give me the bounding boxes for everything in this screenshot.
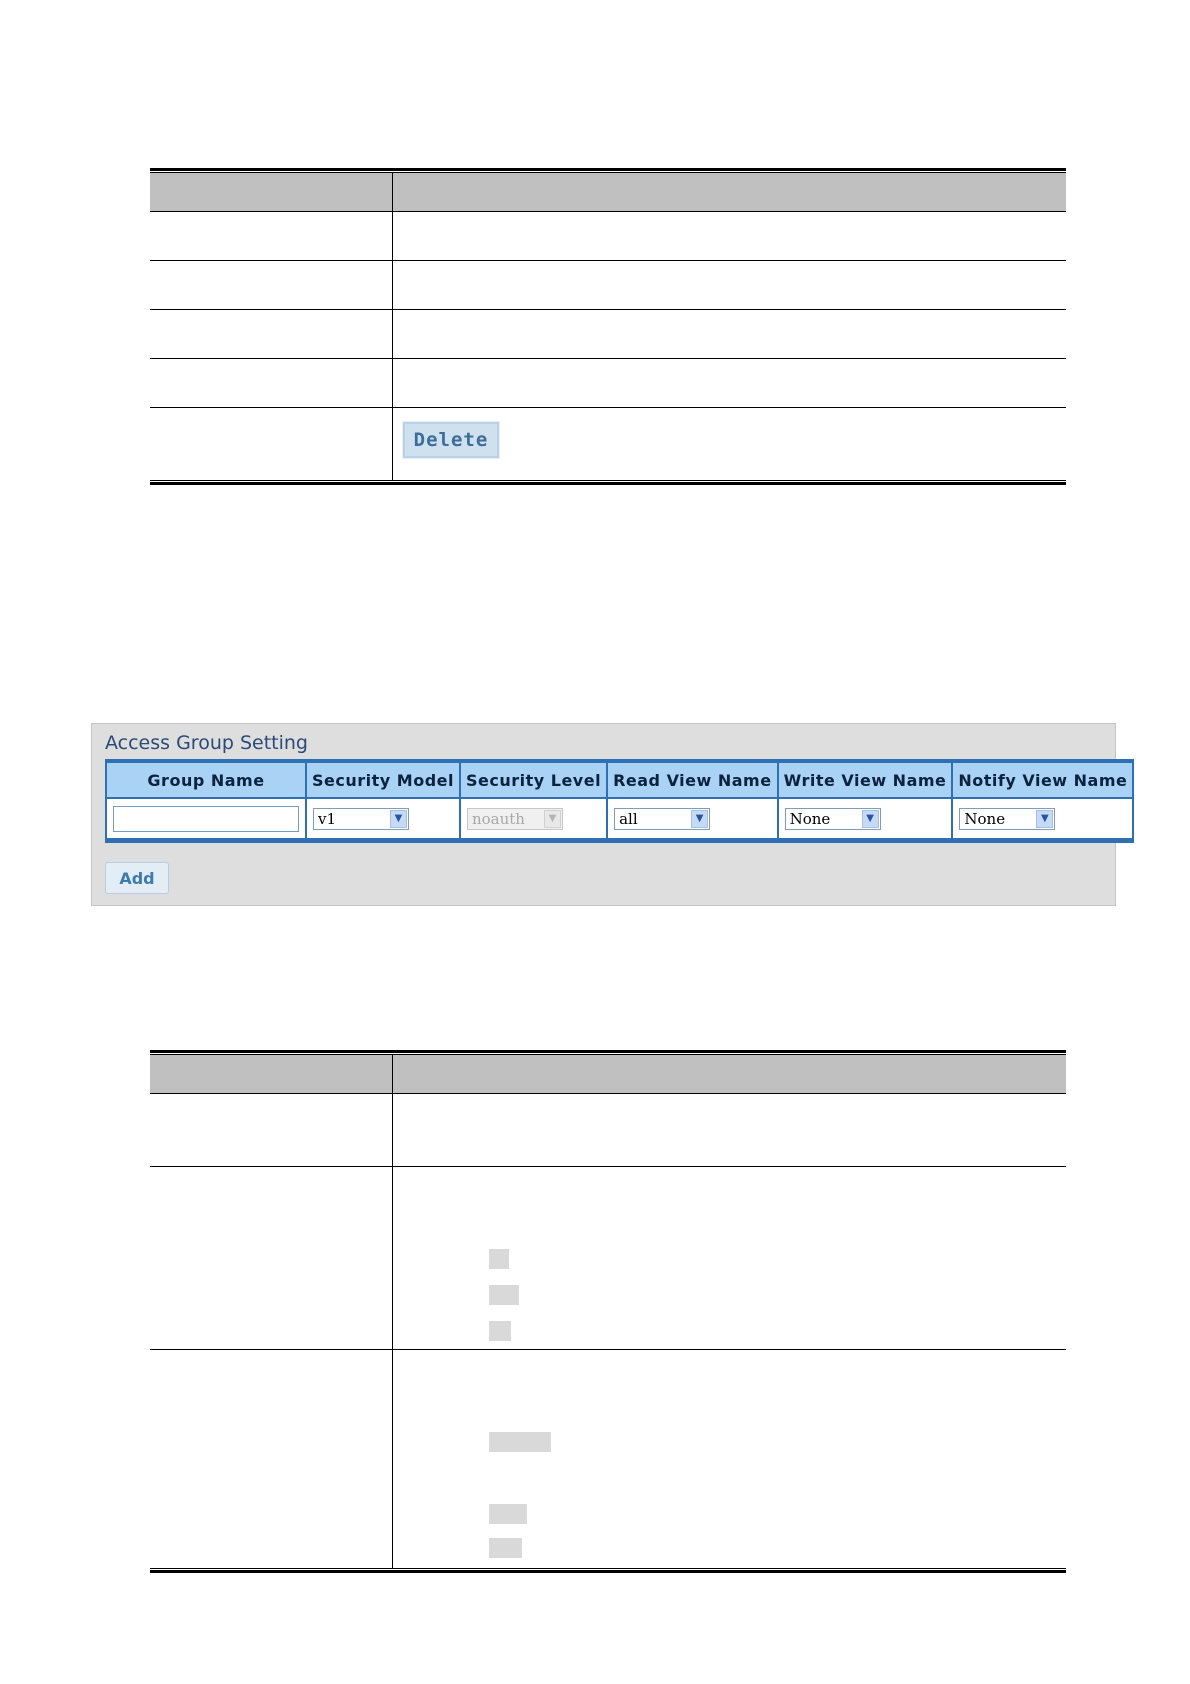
placeholder-chip [489,1432,551,1452]
row-description-cell [393,212,1066,260]
security-model-cell [306,798,460,841]
table-header-row [150,173,1066,211]
table-row [150,1093,1066,1166]
table-bottom-rule-thin [150,1568,1066,1569]
column-header-write-view-name: Write View Name [778,761,953,798]
row-object-cell [150,261,393,309]
row-object-cell [150,1350,393,1568]
placeholder-chip [489,1538,522,1558]
row-description-cell [393,310,1066,358]
table-header-row [150,1055,1066,1093]
row-description-cell [393,408,1066,480]
row-object-cell [150,1167,393,1349]
read-view-name-select[interactable] [614,808,710,830]
chevron-down-icon: ▼ [544,810,561,828]
notify-view-name-select[interactable] [959,808,1055,830]
chevron-down-icon[interactable]: ▼ [691,810,708,828]
write-view-name-select[interactable] [785,808,881,830]
access-group-table [105,759,1134,843]
header-cell-description [393,1055,1066,1093]
placeholder-chip [489,1249,509,1269]
security-level-select [467,808,563,830]
access-group-setting-panel [91,723,1128,906]
row-object-cell [150,310,393,358]
row-object-cell [150,359,393,407]
table-top-rule [150,168,1066,171]
placeholder-chip [489,1504,527,1524]
row-object-cell [150,212,393,260]
table-top-rule [150,1050,1066,1053]
placeholder-chip [489,1321,511,1341]
read-view-name-value: all [619,809,638,828]
group-name-input[interactable] [113,806,299,832]
security-level-value: noauth [471,809,525,828]
group-name-cell [106,798,306,841]
security-level-cell [460,798,607,841]
header-cell-object [150,173,393,211]
notify-view-name-value: None [964,809,1006,828]
read-view-name-cell [607,798,778,841]
description-table-bottom [150,1050,1066,1573]
description-table-top [150,168,1066,485]
header-cell-object [150,1055,393,1093]
row-description-cell [393,1094,1066,1166]
access-group-input-row [106,798,1133,841]
column-header-notify-view-name: Notify View Name [952,761,1133,798]
write-view-name-cell [778,798,953,841]
table-row [150,1166,1066,1349]
delete-button[interactable]: Delete [403,422,499,458]
table-row-delete [150,407,1066,480]
table-bottom-rule-thin [150,480,1066,481]
chevron-down-icon[interactable]: ▼ [862,810,879,828]
row-description-cell [393,1167,1066,1349]
row-description-cell [393,261,1066,309]
notify-view-name-cell [952,798,1133,841]
table-bottom-rule [150,482,1066,485]
row-description-cell [393,1350,1066,1568]
row-object-cell [150,408,393,480]
row-object-cell [150,1094,393,1166]
row-description-cell [393,359,1066,407]
column-header-read-view-name: Read View Name [607,761,778,798]
table-row [150,358,1066,407]
chevron-down-icon[interactable]: ▼ [1036,810,1053,828]
security-model-value: v1 [318,809,337,828]
panel-title: Access Group Setting [105,732,308,754]
write-view-name-value: None [789,809,831,828]
table-row [150,211,1066,260]
header-cell-description [393,173,1066,211]
table-row [150,260,1066,309]
table-bottom-rule [150,1570,1066,1573]
table-row [150,1349,1066,1568]
security-model-select[interactable] [313,808,409,830]
table-row [150,309,1066,358]
placeholder-chip [489,1285,519,1305]
column-header-security-model: Security Model [306,761,460,798]
chevron-down-icon[interactable]: ▼ [390,810,407,828]
column-header-security-level: Security Level [460,761,607,798]
add-button[interactable]: Add [105,862,169,894]
access-group-header-row [106,761,1133,798]
column-header-group-name: Group Name [106,761,306,798]
